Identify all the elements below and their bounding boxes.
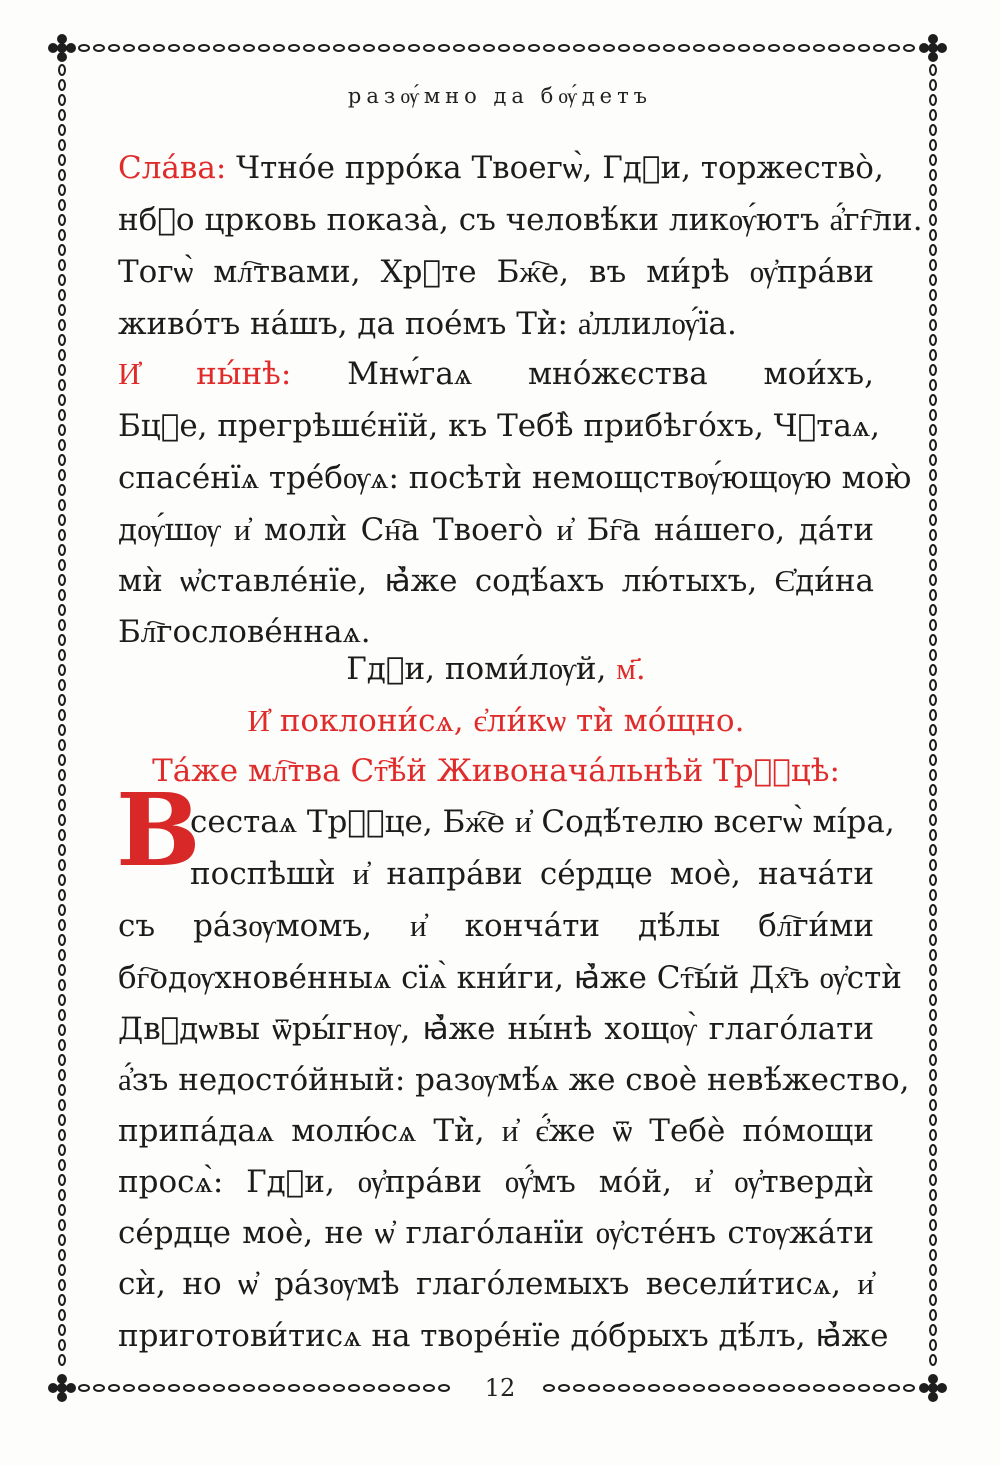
- text-line: бг҇одѹхнове́нныѧ сїѧ̀ кни́ги, ꙗ҆̀же Ст҇ы́й Дх҇ъ ѹ҆стѝ: [118, 960, 902, 996]
- text-line: мѝ ѡ҆ставле́нїе, ꙗ҆̀же содѣ́ахъ лю́тыхъ, Є҆ди́на: [118, 563, 874, 599]
- text-line: И҆ ны́нѣ: Мнѡ́гаѧ мно́жєства мои́хъ,: [118, 356, 874, 392]
- text-line: приготови́тисѧ на творе́нїе до́брыхъ дѣ́лъ, ꙗ҆̀же: [118, 1318, 889, 1354]
- text-line: сѝ, но ѡ҆ ра́зѹмѣ глаго́лемыхъ весели́тисѧ, и҆: [118, 1266, 874, 1302]
- text-line: живо́тъ на́шъ, да пое́мъ Ти̇̀: а҆ллилѹ́їа.: [118, 306, 737, 342]
- text-line: просѧ̀: Гдⷭи, ѹ҆пра́ви ѹ҆́мъ мо́й, и҆ ѹ҆твердѝ: [118, 1164, 874, 1200]
- text-line: поспѣшѝ и҆ напра́ви се́рдце моѐ, нача́ти: [190, 856, 874, 892]
- text-line: припа́даѧ молю́сѧ Ти̇̀, и҆ є҆́же ѿ Тебѐ по́мощи: [118, 1113, 874, 1149]
- text-line: се́рдце моѐ, не ѡ҆ глаго́ланїи ѹ҆сте́нъ стѹжа́ти: [118, 1215, 874, 1251]
- text-line: Сла́ва: Чтно́е прро́ка Твоегѡ̀, Гдⷭи, торжество̀,: [118, 150, 884, 186]
- text-line: съ ра́зѹмомъ, и҆ конча́ти дѣ́лы бл҇ги́ми: [118, 908, 874, 944]
- rubric-heading: Та́же мл҇тва Ст҇ѣ́й Живонача́льнѣй Трⷪ҇цѣ:: [152, 753, 840, 789]
- text-line: сестаѧ Трⷪ҇це, Бж҇е и҆ Содѣ́телю всегѡ̀ мі́ра,: [190, 804, 895, 840]
- text-line: дѹ́шѹ и҆ молѝ Сн҇а Твоего̀ и҆ Бг҇а на́шего, да́ти: [118, 512, 874, 548]
- rubric-line: И҆ поклони́сѧ, є҆ли́кѡ ти̇̀ мо́щно.: [247, 703, 745, 739]
- corner-cross-ornament: [919, 34, 947, 62]
- text-line: спасе́нїѧ тре́бѹѧ: посѣтѝ немощствѹ́ющѹю мою̀: [118, 460, 912, 496]
- running-title: разѹ́мно да бѹ́детъ: [347, 84, 653, 108]
- drop-cap: В: [116, 771, 201, 889]
- page-number: 12: [484, 1374, 516, 1402]
- text-line: а҆́зъ недосто́йный: разѹмѣ́ѧ же своѐ невѣ́жество,: [118, 1062, 910, 1098]
- corner-cross-ornament: [48, 34, 76, 62]
- text-line: Двⷣдѡвы ѿры́гнѹ, ꙗ҆̀же ны́нѣ хощѹ̀ глаго́лати: [118, 1011, 874, 1047]
- text-line: Бцⷣе, прегрѣшє́нїй, къ Тебѣ̀ прибѣго́хъ, Чⷭтаѧ,: [118, 408, 880, 444]
- text-line: Тогѡ̀ мл҇твами, Хрⷭте Бж҇е, въ ми́рѣ ѹ҆пра́ви: [118, 254, 874, 290]
- text-line: нбⷭо црковь показа̀, съ человѣ́ки ликѹ́ютъ а҆́гг҇ли.: [118, 202, 923, 238]
- text-line: Бл҇гослове́ннаѧ.: [118, 614, 371, 650]
- rubric-line: Гдⷭи, поми́лѹй, м҃.: [346, 651, 646, 687]
